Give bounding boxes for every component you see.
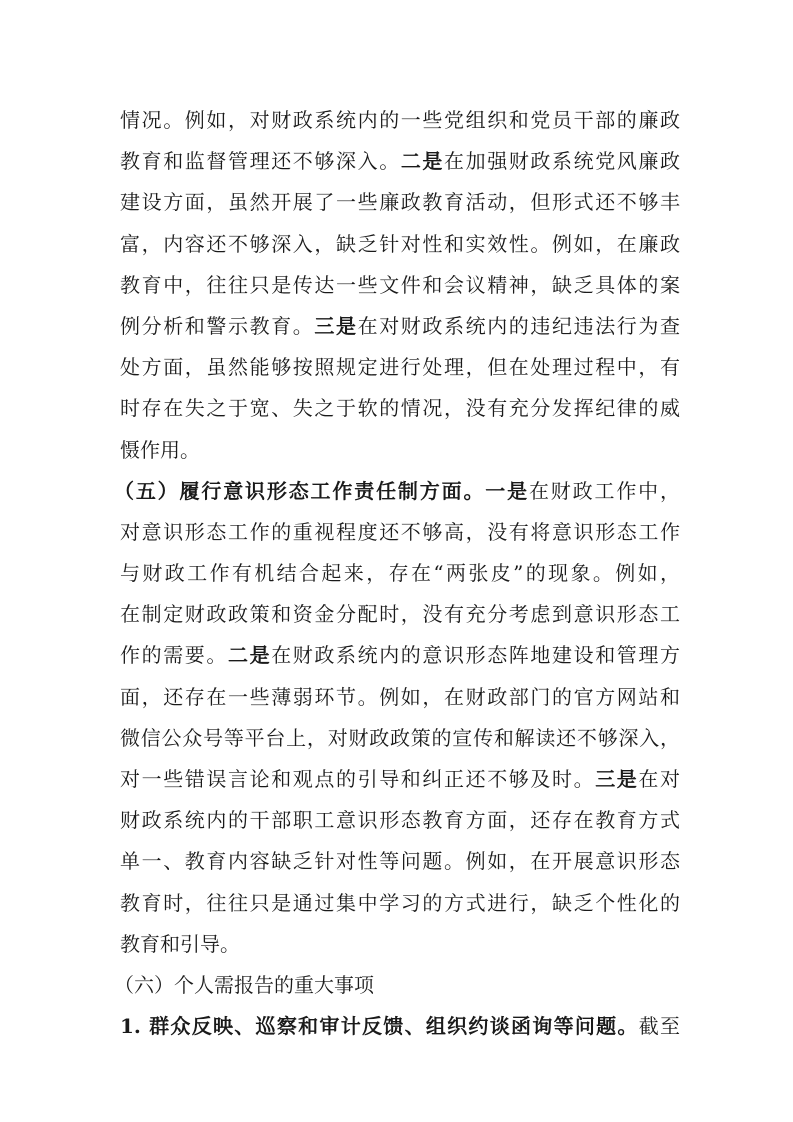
text-line (120, 306, 680, 347)
text-segment: 作的需要。 (120, 643, 228, 668)
text-line (120, 1006, 680, 1047)
text-segment: 微信公众号等平台上，对财政政策的宣传和解读还不够深入， (120, 725, 680, 750)
bold-text: 三是 (595, 767, 639, 791)
bold-text: 三是 (314, 313, 358, 338)
text-line (120, 430, 680, 471)
text-segment: 在财政系统内的意识形态阵地建设和管理方 (271, 643, 681, 668)
text-segment: 情况。例如，对财政系统内的一些党组织和党员干部的廉政 (120, 108, 680, 132)
text-line (120, 594, 680, 635)
text-segment: 对意识形态工作的重视程度还不够高，没有将意识形态工作 (120, 519, 680, 544)
text-line (120, 635, 680, 676)
text-segment: 财政系统内的干部职工意识形态教育方面，还存在教育方式 (120, 808, 680, 833)
text-line (120, 718, 680, 759)
text-segment: 单一、教育内容缺乏针对性等问题。例如，在开展意识形态 (120, 849, 680, 874)
text-line (120, 224, 680, 265)
text-line (120, 800, 680, 841)
text-segment: 教育和引导。 (120, 931, 240, 956)
text-line (120, 677, 680, 718)
text-line (114, 471, 680, 512)
text-line (114, 965, 680, 1006)
text-segment: 教育和监督管理还不够深入。 (120, 149, 401, 174)
bold-text: 1. 群众反映、巡察和审计反馈、组织约谈函询等问题。 (120, 1014, 639, 1039)
text-segment: 在对财政系统内的违纪违法行为查 (357, 313, 681, 338)
text-line (120, 182, 680, 223)
body-text (114, 100, 681, 1047)
text-segment: 面，还存在一些薄弱环节。例如，在财政部门的官方网站和 (120, 684, 680, 709)
text-segment: 截至 (638, 1014, 681, 1039)
text-segment: （六）个人需报告的重大事项 (114, 972, 374, 997)
bold-text: 二是 (228, 643, 272, 668)
text-segment: 处方面，虽然能够按照规定进行处理，但在处理过程中，有 (120, 355, 680, 380)
text-line (120, 100, 680, 141)
text-line (120, 759, 680, 800)
text-line (120, 141, 680, 182)
text-segment: 在制定财政政策和资金分配时，没有充分考虑到意识形态工 (120, 602, 680, 627)
text-segment: 在财政工作中， (528, 478, 681, 503)
text-line (120, 924, 680, 965)
text-line (120, 347, 680, 388)
text-line (120, 883, 680, 924)
text-line (120, 841, 680, 882)
text-segment: 在加强财政系统党风廉政 (444, 149, 681, 174)
bold-text: 二是 (400, 149, 445, 174)
text-line (120, 265, 680, 306)
text-segment: 与财政工作有机结合起来，存在“两张皮”的现象。例如， (120, 561, 680, 586)
text-segment: 在对 (638, 767, 681, 791)
bold-text: （五）履行意识形态工作责任制方面。一是 (114, 478, 529, 503)
text-line (120, 553, 680, 594)
text-line (120, 388, 680, 429)
text-segment: 时存在失之于宽、失之于软的情况，没有充分发挥纪律的威 (120, 396, 680, 421)
text-segment: 例分析和警示教育。 (120, 313, 315, 338)
text-segment: 教育中，往往只是传达一些文件和会议精神，缺乏具体的案 (120, 272, 680, 297)
text-segment: 富，内容还不够深入，缺乏针对性和实效性。例如，在廉政 (120, 231, 680, 256)
text-segment: 对一些错误言论和观点的引导和纠正还不够及时。 (120, 767, 596, 791)
text-segment: 慑作用。 (120, 437, 200, 462)
text-line (120, 512, 680, 553)
text-segment: 教育时，往往只是通过集中学习的方式进行，缺乏个性化的 (120, 890, 680, 915)
text-segment: 建设方面，虽然开展了一些廉政教育活动，但形式还不够丰 (120, 190, 680, 215)
